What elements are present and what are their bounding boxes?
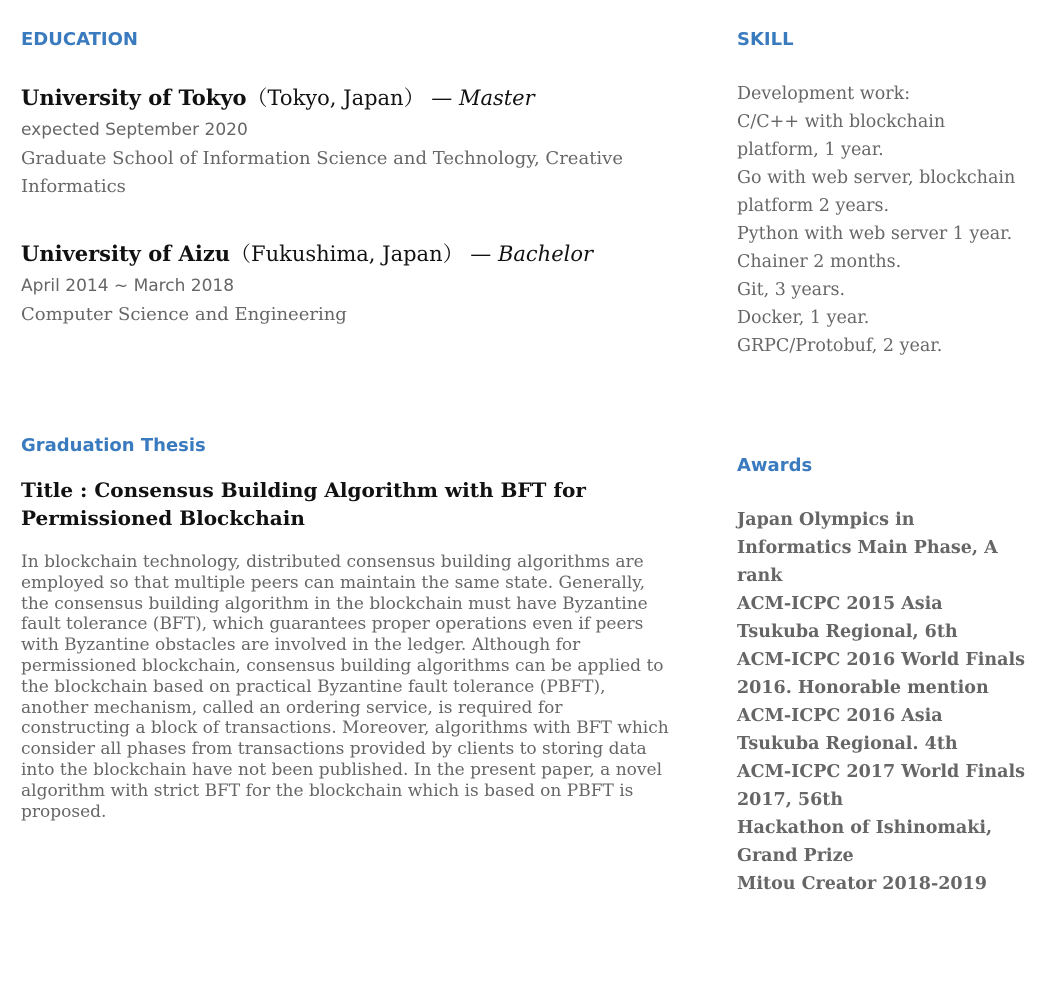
education-entry-aizu <box>21 238 681 329</box>
school-name: University of Aizu <box>21 241 231 266</box>
award-item: Hackathon of Ishinomaki, Grand Prize <box>737 818 993 866</box>
skill-heading: SKILL <box>737 29 794 50</box>
education-entry-title <box>21 238 681 268</box>
school-location: （Tokyo, Japan） <box>246 86 425 110</box>
award-item: Mitou Creator 2018-2019 <box>737 874 987 894</box>
award-item: ACM-ICPC 2015 Asia Tsukuba Regional, 6th <box>737 594 958 642</box>
awards-heading: Awards <box>737 455 813 476</box>
thesis-title: Title : Consensus Building Algorithm with BFT for Permissioned Blockchain <box>21 478 586 530</box>
education-entry-tokyo <box>21 82 681 201</box>
degree-label: Master <box>458 86 535 110</box>
school-location: （Fukushima, Japan） <box>230 242 464 266</box>
award-item: ACM-ICPC 2016 Asia Tsukuba Regional. 4th <box>737 706 958 754</box>
title-separator: — <box>424 86 459 110</box>
degree-label: Bachelor <box>497 242 594 266</box>
award-item: ACM-ICPC 2016 World Finals 2016. Honorable mention <box>737 650 1025 698</box>
title-separator: — <box>463 242 498 266</box>
school-name: University of Tokyo <box>21 85 247 110</box>
award-item: Japan Olympics in Informatics Main Phase, A rank <box>737 510 998 586</box>
awards-list <box>737 506 1027 898</box>
education-entry-title <box>21 82 681 112</box>
thesis-heading: Graduation Thesis <box>21 435 206 456</box>
skill-list: Development work: C/C++ with blockchain platform, 1 year. Go with web server, blockchain platform 2 years. Python with web server 1 year. Chainer 2 months. Git, 3 years. Docker, 1 year. GRPC/Protobuf, 2 year. <box>737 84 1016 356</box>
education-department: Graduate School of Information Science and Technology, Creative Informatics <box>21 148 624 197</box>
education-date: April 2014 ~ March 2018 <box>21 276 235 296</box>
education-department: Computer Science and Engineering <box>21 304 347 325</box>
thesis-abstract: In blockchain technology, distributed consensus building algorithms are employed so that multiple peers can maintain the same state. Generally, the consensus building algorithm in the blockchain must have Byzantine fault tolerance (BFT), which guarantees proper operations even if peers with Byzantine obstacles are involved in the ledger. Although for permissioned blockchain, consensus building algorithms can be applied to the blockchain based on practical Byzantine fault tolerance (PBFT), another mechanism, called an ordering service, is required for constructing a block of transactions. Moreover, algorithms with BFT which consider all phases from transactions provided by clients to storing data into the blockchain have not been published. In the present paper, a novel algorithm with strict BFT for the blockchain which is based on PBFT is proposed. <box>21 552 669 822</box>
award-item: ACM-ICPC 2017 World Finals 2017, 56th <box>737 762 1025 810</box>
education-date: expected September 2020 <box>21 120 248 140</box>
education-heading: EDUCATION <box>21 29 138 50</box>
